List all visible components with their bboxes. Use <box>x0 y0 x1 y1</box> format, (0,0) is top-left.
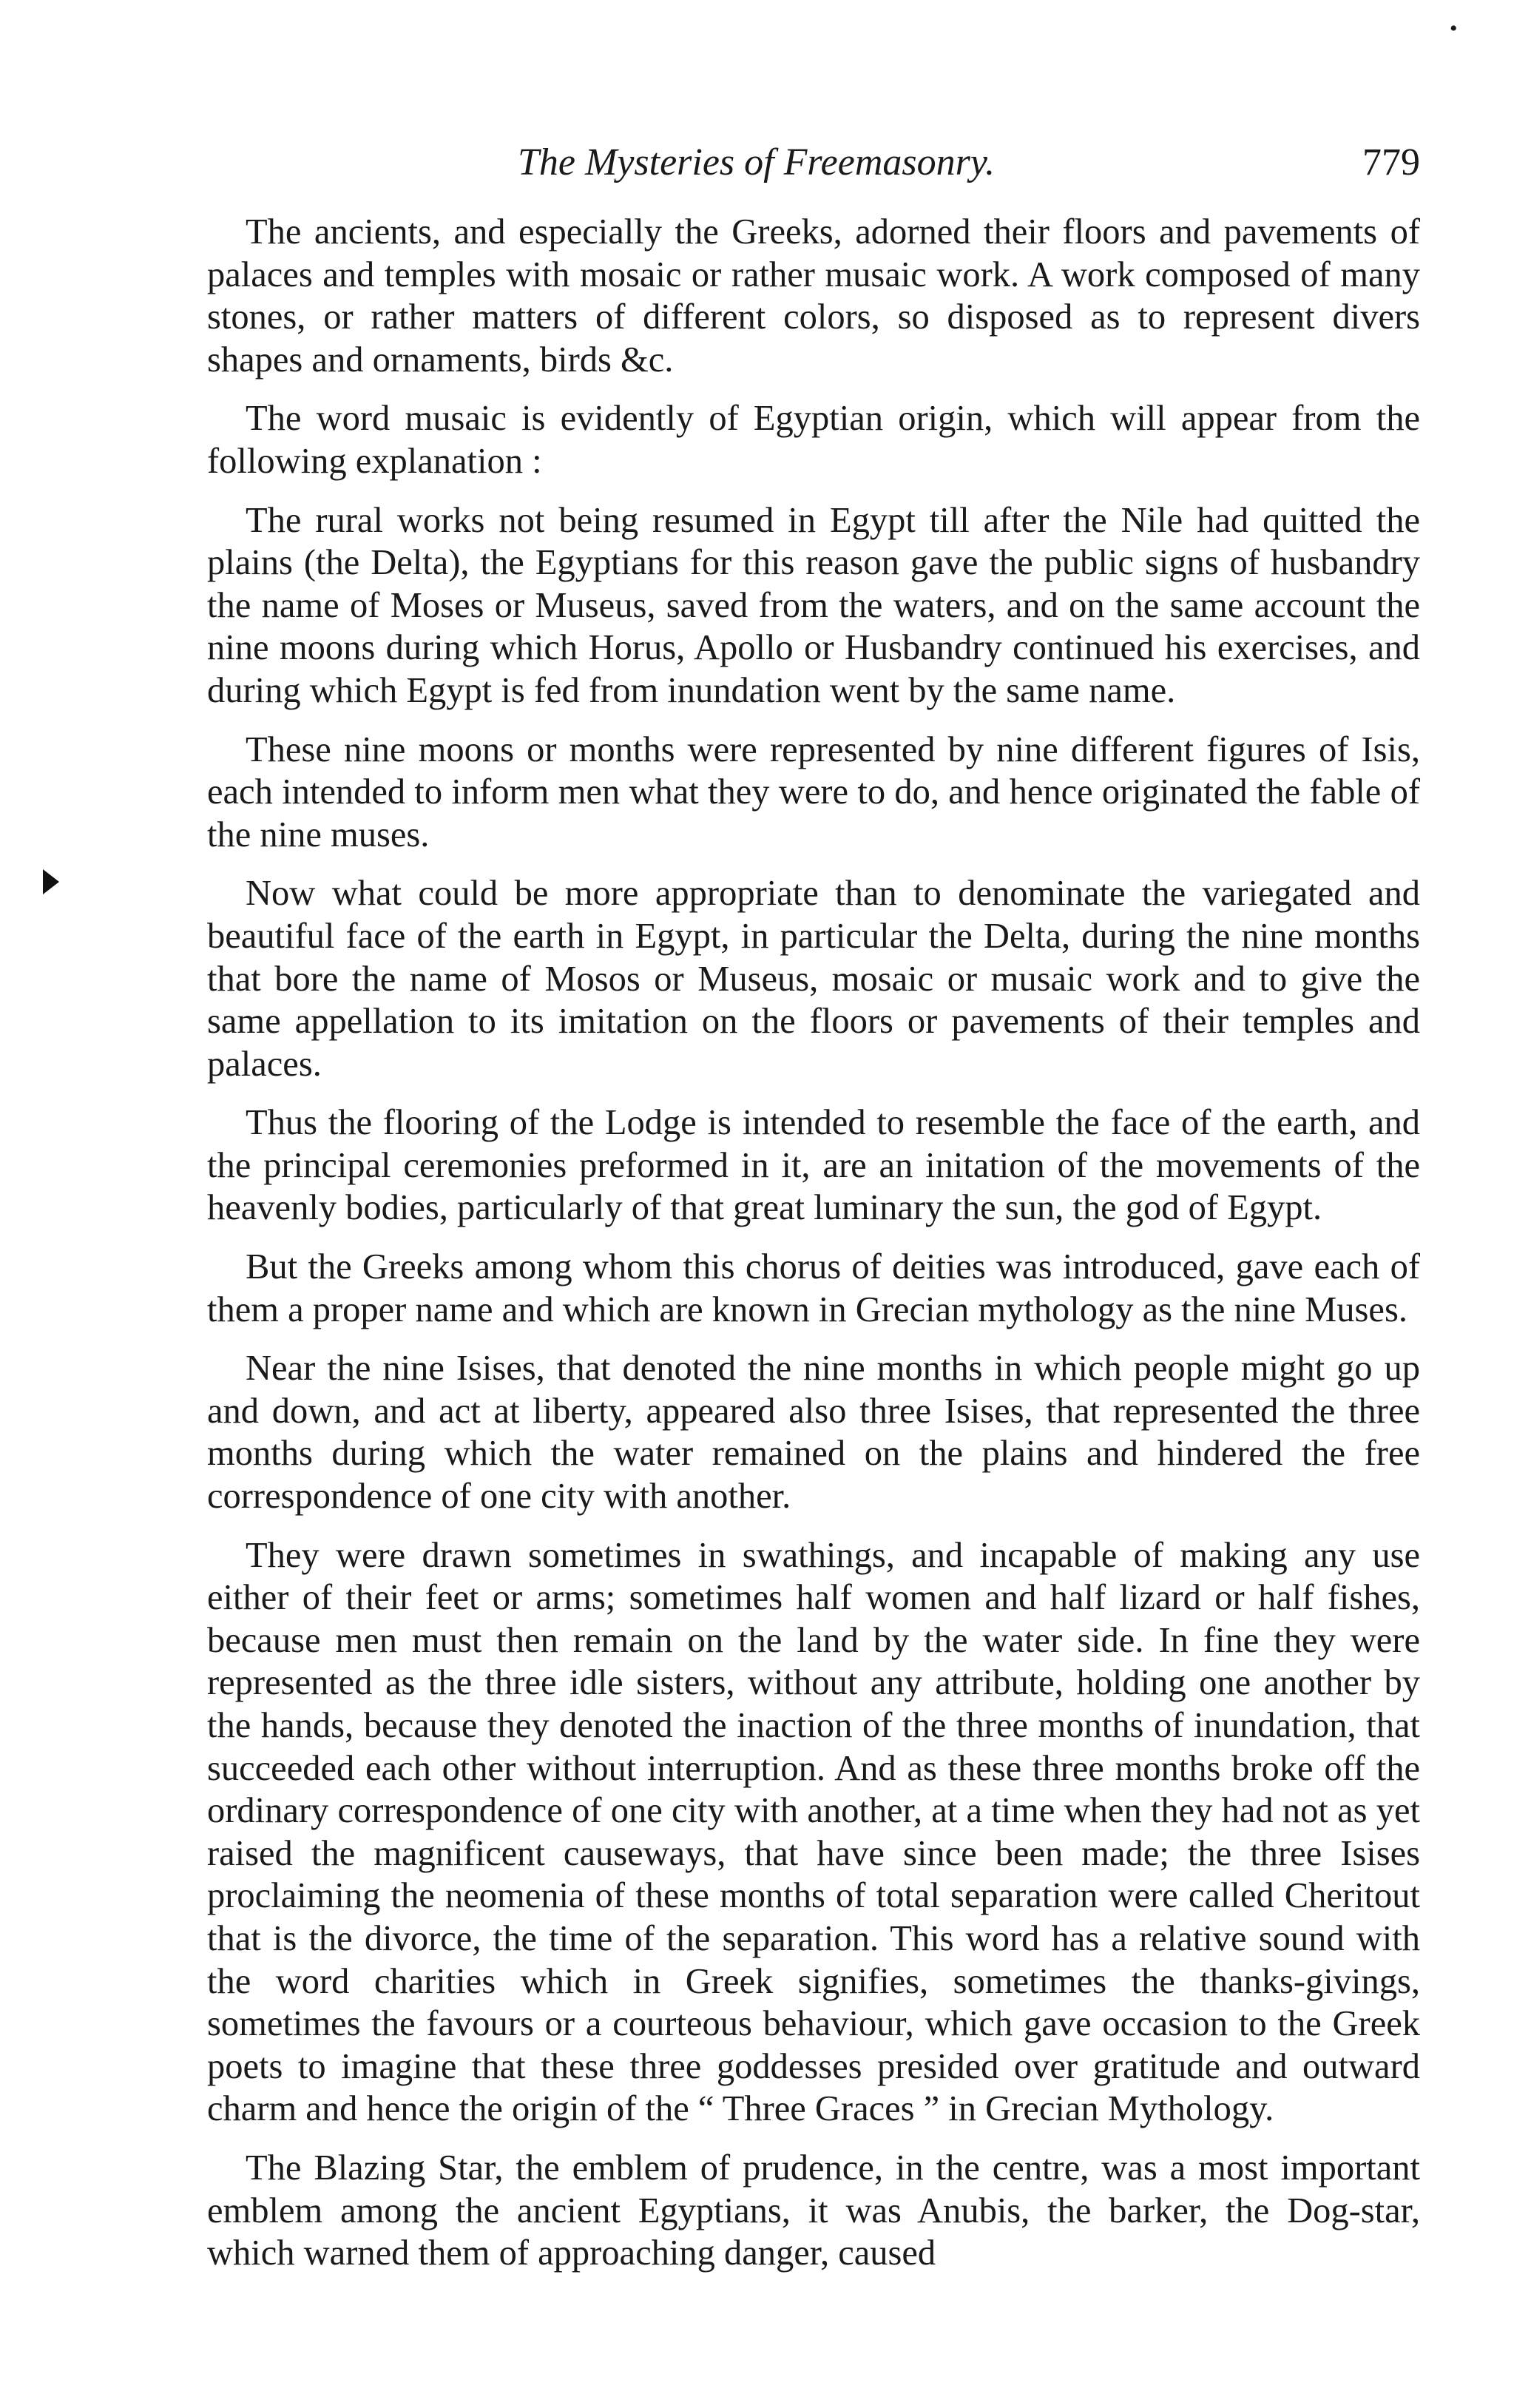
paragraph: Now what could be more appropriate than to denominate the variegated and beautiful face of the earth in Egypt, in particular the Delta, during the nine months that bore the name of Mosos or Museus, mosaic or musaic work and to give the same appellation to its imitation on the floors or pavements of their temples and palaces. <box>207 874 1420 1084</box>
corner-mark: • <box>1450 16 1458 41</box>
page-number: 779 <box>1362 141 1420 183</box>
margin-marker-icon <box>43 869 59 894</box>
page-header <box>207 141 1420 192</box>
paragraph: The word musaic is evidently of Egyptian origin, which will appear from the following explanation : <box>207 399 1420 481</box>
paragraph: The Blazing Star, the emblem of prudence, in the centre, was a most important emblem among the ancient Egyptians, it was Anubis, the barker, the Dog-star, which warned them of approaching danger, caused <box>207 2148 1420 2273</box>
paragraph: The ancients, and especially the Greeks, adorned their floors and pavements of palaces and temples with mosaic or rather musaic work. A work composed of many stones, or rather matters of different colors, so disposed as to represent divers shapes and ornaments, birds &c. <box>207 212 1420 380</box>
paragraph: The rural works not being resumed in Egypt till after the Nile had quitted the plains (the Delta), the Egyptians for this reason gave the public signs of husbandry the name of Moses or Museus, saved from the waters, and on the same account the nine moons during which Horus, Apollo or Husbandry continued his exercises, and during which Egypt is fed from inundation went by the same name. <box>207 500 1420 710</box>
body-text <box>207 211 1420 2291</box>
paragraph: These nine moons or months were represented by nine different figures of Isis, each intended to inform men what they were to do, and hence originated the fable of the nine muses. <box>207 729 1420 854</box>
paragraph: But the Greeks among whom this chorus of deities was introduced, gave each of them a proper name and which are known in Grecian mythology as the nine Muses. <box>207 1247 1420 1329</box>
paragraph: They were drawn sometimes in swathings, and incapable of making any use either of their feet or arms; sometimes half women and half lizard or half fishes, because men must then remain on the land by the water side. In fine they were represented as the three idle sisters, without any attribute, holding one another by the hands, because they denoted the inaction of the three months of inundation, that succeeded each other without interruption. And as these three months broke off the ordinary correspondence of one city with another, at a time when they had not as yet raised the magnificent causeways, that have since been made; the three Isises proclaiming the neomenia of these months of total separation were called Cheritout that is the divorce, the time of the separation. This word has a relative sound with the word charities which in Greek signifies, sometimes the thanks-givings, sometimes the favours or a courteous behaviour, which gave occasion to the Greek poets to imagine that these three goddesses presided over gratitude and outward charm and hence the origin of the “ Three Graces ” in Grecian Mythology. <box>207 1535 1420 2129</box>
paragraph: Near the nine Isises, that denoted the nine months in which people might go up and down, and act at liberty, appeared also three Isises, that represented the three months during which the water remained on the plains and hindered the free correspondence of one city with another. <box>207 1349 1420 1517</box>
paragraph: Thus the flooring of the Lodge is intended to resemble the face of the earth, and the principal ceremonies preformed in it, are an initation of the movements of the heavenly bodies, particularly of that great luminary the sun, the god of Egypt. <box>207 1103 1420 1228</box>
running-title: The Mysteries of Freemasonry. <box>518 141 996 183</box>
